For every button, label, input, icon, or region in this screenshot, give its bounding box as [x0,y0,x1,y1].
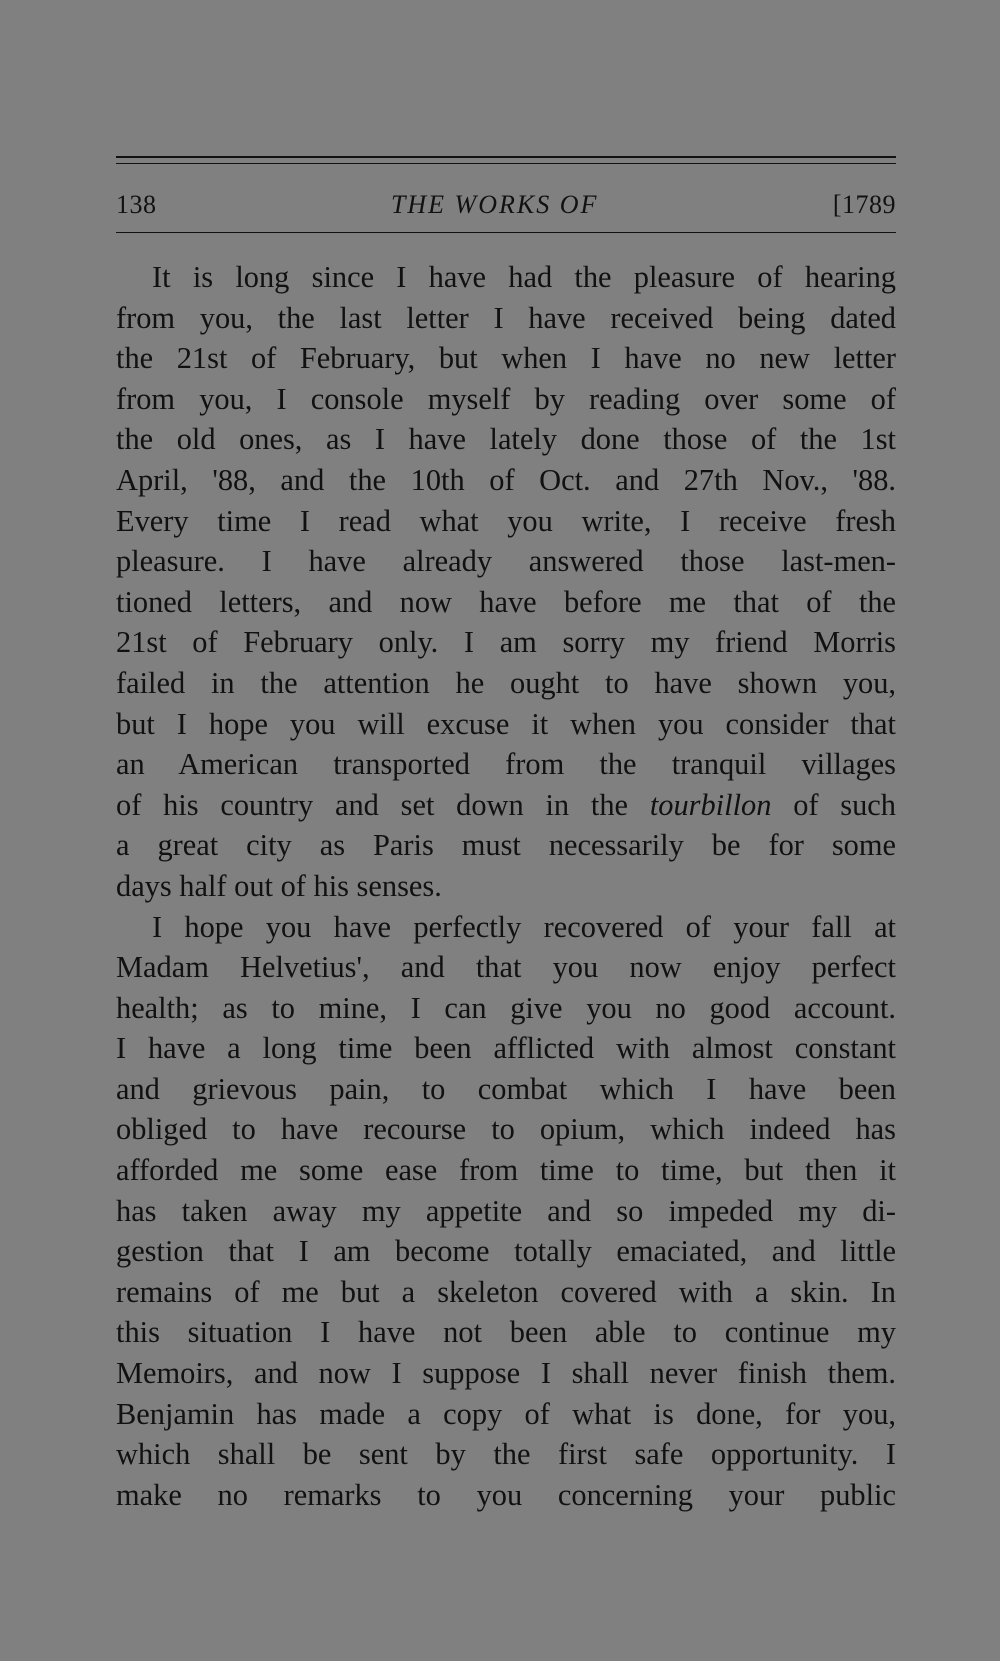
text-line: this situation I have not been able to continue my [116,1315,896,1350]
text-line: Madam Helvetius', and that you now enjoy perfect [116,950,896,985]
text-line: an American transported from the tranquil villages [116,747,896,782]
text-segment: of his country and set down in the [116,787,650,822]
text-line: from you, I console myself by reading over some of [116,381,896,416]
text-line: remains of me but a skeleton covered with a skin. In [116,1274,896,1309]
body-text [116,257,896,1515]
text-line: but I hope you will excuse it when you consider that [116,706,896,741]
text-line: the old ones, as I have lately done those of the 1st [116,422,896,457]
text-line: Every time I read what you write, I receive fresh [116,503,896,538]
text-line: has taken away my appetite and so impeded my di- [116,1193,896,1228]
text-line: It is long since I have had the pleasure of hearing [152,260,896,294]
text-line: make no remarks to you concerning your public [116,1477,896,1512]
text-line: which shall be sent by the first safe opportunity. I [116,1437,896,1472]
running-title: THE WORKS OF [390,190,599,219]
text-line: tioned letters, and now have before me that of the [116,584,896,619]
text-segment: of such [771,787,896,822]
text-line: Memoirs, and now I suppose I shall never finish them. [116,1356,896,1391]
text-line-with-italic [116,785,896,826]
year-marker: [1789 [832,190,896,219]
text-line: afforded me some ease from time to time, but then it [116,1153,896,1188]
text-line: obliged to have recourse to opium, which indeed has [116,1112,896,1147]
text-line: failed in the attention he ought to have shown you, [116,665,896,700]
text-line: I hope you have perfectly recovered of your fall at [152,909,896,944]
text-line: Benjamin has made a copy of what is done, for you, [116,1396,896,1431]
text-line: April, '88, and the 10th of Oct. and 27th Nov., '88. [116,462,896,497]
text-line: gestion that I am become totally emaciated, and little [116,1234,896,1269]
running-head [116,190,896,233]
page-number: 138 [116,190,157,219]
text-line: health; as to mine, I can give you no good account. [116,990,896,1025]
book-page [116,156,896,1515]
text-line: I have a long time been afflicted with almost constant [116,1031,896,1066]
text-line: the 21st of February, but when I have no new letter [116,341,896,376]
header-double-rule [116,156,896,164]
text-line: and grievous pain, to combat which I have been [116,1071,896,1106]
italic-term: tourbillon [649,787,772,822]
text-line: 21st of February only. I am sorry my friend Morris [116,625,896,660]
text-line: a great city as Paris must necessarily be for some [116,828,896,863]
text-line: days half out of his senses. [116,868,442,903]
text-line: from you, the last letter I have received being dated [116,300,896,335]
text-line: pleasure. I have already answered those last-men- [116,544,896,579]
